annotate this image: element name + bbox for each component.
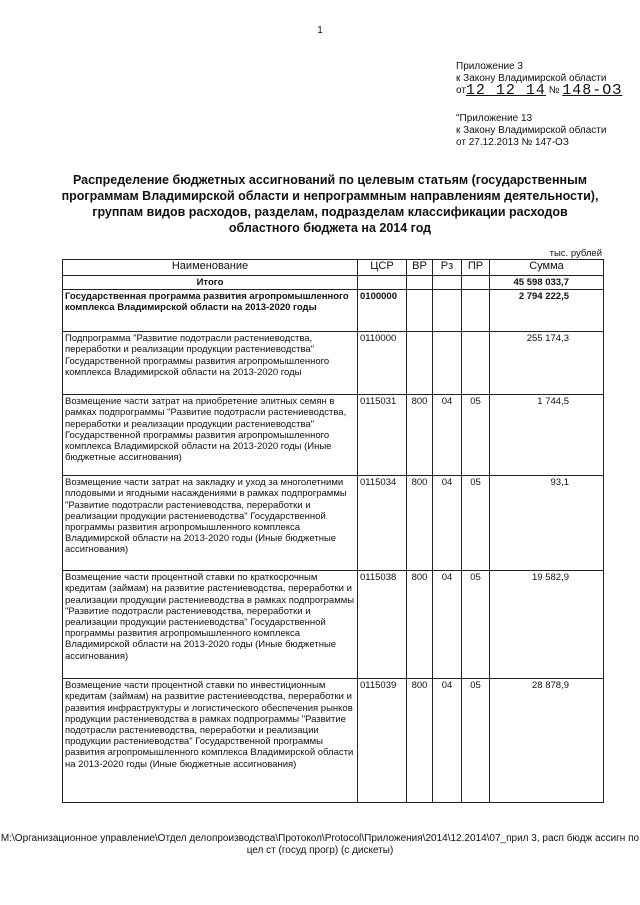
row-sum: 255 174,3	[490, 332, 604, 395]
row-pr	[462, 332, 490, 395]
table-row	[63, 290, 604, 332]
header-sum: Сумма	[490, 260, 604, 276]
row-vr	[407, 332, 433, 395]
row-name: Возмещение части процентной ставки по краткосрочным кредитам (займам) на развитие растениеводства, переработки и реализации продукции растениеводства в рамках подпрограммы "Развитие подотрасли растениеводства, переработки и реализации продукции растениеводства" Государственной программы развития агропромышленного комплекса Владимирской области на 2013-2020 годы (Иные бюджетные ассигнования)	[63, 571, 358, 679]
row-pr: 05	[462, 395, 490, 476]
annex-current-number: 148-ОЗ	[562, 82, 623, 99]
row-rz	[433, 290, 462, 332]
table-row	[63, 395, 604, 476]
row-pr: 05	[462, 571, 490, 679]
annex-current	[456, 61, 622, 97]
row-sum: 28 878,9	[490, 679, 604, 803]
annex-current-from-label: от	[456, 85, 466, 96]
row-csr: 0115038	[358, 571, 407, 679]
row-rz: 04	[433, 571, 462, 679]
row-csr: 0110000	[358, 332, 407, 395]
row-vr	[407, 290, 433, 332]
row-pr	[462, 290, 490, 332]
row-vr: 800	[407, 679, 433, 803]
annex-current-to-law: к Закону Владимирской области	[456, 73, 607, 84]
row-vr: 800	[407, 476, 433, 571]
row-sum: 93,1	[490, 476, 604, 571]
page-number: 1	[317, 25, 323, 36]
units-label: тыс. рублей	[549, 248, 602, 259]
annex-original-date-line: от 27.12.2013 № 147-ОЗ	[456, 137, 569, 148]
annex-current-number-label: №	[548, 85, 560, 96]
budget-table	[62, 259, 604, 803]
row-rz	[433, 332, 462, 395]
row-csr: 0100000	[358, 290, 407, 332]
table-row	[63, 679, 604, 803]
row-sum: 19 582,9	[490, 571, 604, 679]
annex-original-title: "Приложение 13	[456, 113, 533, 124]
row-vr: 800	[407, 571, 433, 679]
total-sum: 45 598 033,7	[490, 276, 604, 290]
row-name: Возмещение части затрат на закладку и уход за многолетними плодовыми и ягодными насаждениями в рамках подпрограммы "Развитие подотрасли растениеводства, переработки и реализации продукции растениеводства" Государственной программы развития агропромышленного комплекса Владимирской области на 2013-2020 годы (Иные бюджетные ассигнования)	[63, 476, 358, 571]
annex-current-date-line	[456, 82, 623, 99]
header-vr: ВР	[407, 260, 433, 276]
annex-original-to-law: к Закону Владимирской области	[456, 125, 607, 136]
row-csr: 0115034	[358, 476, 407, 571]
row-rz: 04	[433, 679, 462, 803]
annex-current-title: Приложение 3	[456, 61, 523, 72]
row-name: Государственная программа развития агропромышленного комплекса Владимирской области на 2013-2020 годы	[63, 290, 358, 332]
footer-file-path: M:\Организационное управление\Отдел делопроизводства\Протокол\Protocol\Приложения\2014\12.2014\07_прил 3, расп бюдж ассигн по цел ст (госуд прогр) (с дискеты)	[0, 833, 640, 856]
row-name: Возмещение части затрат на приобретение элитных семян в рамках подпрограммы "Развитие подотрасли растениеводства, переработки и реализации продукции растениеводства" Государственной программы развития агропромышленного комплекса Владимирской области на 2013-2020 годы (Иные бюджетные ассигнования)	[63, 395, 358, 476]
header-name: Наименование	[63, 260, 358, 276]
annex-original	[456, 113, 606, 149]
row-name: Подпрограмма "Развитие подотрасли растениеводства, переработки и реализации продукции растениеводства" Государственной программы развития агропромышленного комплекса Владимирской области на 2013-2020 годы	[63, 332, 358, 395]
header-csr: ЦСР	[358, 260, 407, 276]
row-sum: 1 744,5	[490, 395, 604, 476]
row-rz: 04	[433, 476, 462, 571]
header-pr: ПР	[462, 260, 490, 276]
table-header-row	[63, 260, 604, 276]
table-row	[63, 332, 604, 395]
row-vr: 800	[407, 395, 433, 476]
document-title: Распределение бюджетных ассигнований по целевым статьям (государственным программам Владимирской области и непрограммным направлениям деятельности), группам видов расходов, разделам, подразделам классификации расходов областного бюджета на 2014 год	[61, 173, 599, 235]
table-row	[63, 571, 604, 679]
row-pr: 05	[462, 476, 490, 571]
row-pr: 05	[462, 679, 490, 803]
annex-current-date: 12 12 14	[465, 82, 546, 99]
row-rz: 04	[433, 395, 462, 476]
total-name: Итого	[63, 276, 358, 290]
row-csr: 0115039	[358, 679, 407, 803]
row-sum: 2 794 222,5	[490, 290, 604, 332]
table-row-total	[63, 276, 604, 290]
row-csr: 0115031	[358, 395, 407, 476]
header-rz: Рз	[433, 260, 462, 276]
table-row	[63, 476, 604, 571]
row-name: Возмещение части процентной ставки по инвестиционным кредитам (займам) на развитие растениеводства, переработки и развития инфраструктуры и логистического обеспечения рынков продукции растениеводства в рамках подпрограммы "Развитие подотрасли растениеводства, переработки и реализации продукции растениеводства" Государственной программы развития агропромышленного комплекса Владимирской области на 2013-2020 годы (Иные бюджетные ассигнования)	[63, 679, 358, 803]
